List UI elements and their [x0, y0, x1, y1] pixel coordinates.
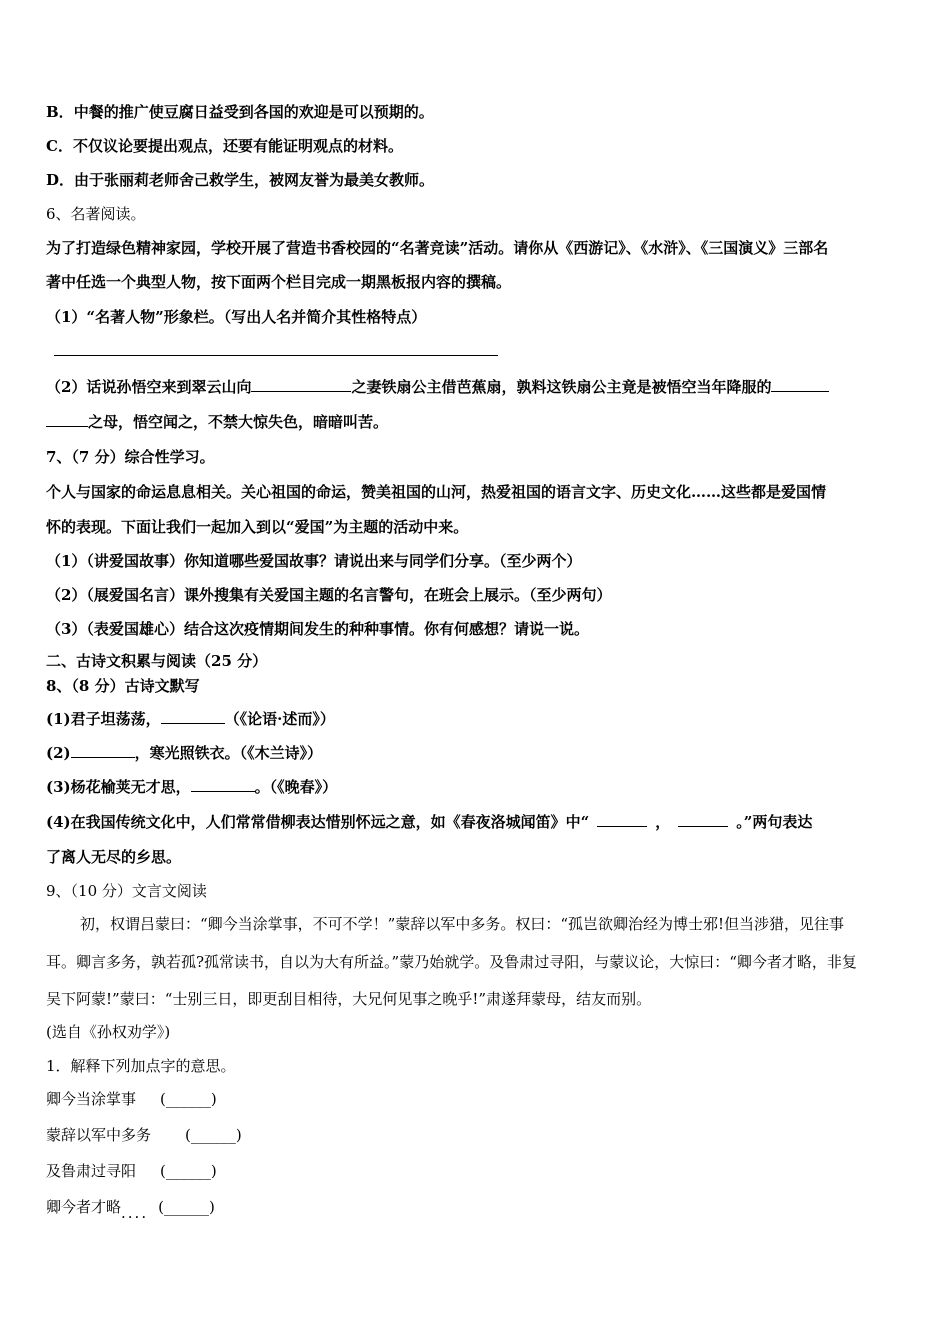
blank[interactable]: [597, 812, 647, 827]
blank[interactable]: [161, 709, 225, 724]
q9-word-3: 及鲁肃过寻阳 (______): [46, 1162, 217, 1180]
emphasis-dots: ....: [121, 1204, 149, 1222]
q9-word-1: 卿今当涂掌事 (______): [46, 1090, 217, 1108]
blank[interactable]: [771, 377, 829, 392]
blank[interactable]: [251, 377, 351, 392]
answer-blank[interactable]: (______): [158, 1198, 215, 1216]
q9-passage-2: 耳。卿言多务，孰若孤?孤常读书，自以为大有所益。”蒙乃始就学。及鲁肃过寻阳，与蒙议论，大惊曰：“卿今者才略，非复: [46, 953, 857, 971]
q7-intro-1: 个人与国家的命运息息相关。关心祖国的命运，赞美祖国的山河，热爱祖国的语言文字、历史文化……这些都是爱国情: [46, 483, 827, 501]
option-c: C．不仅议论要提出观点，还要有能证明观点的材料。: [46, 137, 403, 155]
answer-blank[interactable]: (______): [185, 1126, 242, 1144]
q8-heading: 8、（8 分）古诗文默写: [46, 677, 200, 695]
q9-source: (选自《孙权劝学》): [46, 1023, 171, 1041]
q9-passage-3: 吴下阿蒙!”蒙曰：“士别三日，即更刮目相待，大兄何见事之晚乎!”肃遂拜蒙母，结友而别。: [46, 990, 652, 1008]
answer-line[interactable]: [54, 355, 498, 356]
q8-line-2: (2) ，寒光照铁衣。（《木兰诗》）: [46, 744, 323, 762]
q9-word-4: 卿今者才略.... (______): [46, 1198, 215, 1222]
q7-item-2: （2）（展爱国名言）课外搜集有关爱国主题的名言警句，在班会上展示。（至少两句）: [46, 586, 612, 604]
q6-intro-1: 为了打造绿色精神家园，学校开展了营造书香校园的“名著竞读”活动。请你从《西游记》、《水浒》、《三国演义》三部名: [46, 239, 829, 257]
option-d: D．由于张丽莉老师舍己救学生，被网友誉为最美女教师。: [46, 171, 435, 189]
q8-line-3: (3)杨花榆荚无才思， 。（《晚春》）: [46, 778, 338, 796]
q7-intro-2: 怀的表现。下面让我们一起加入到以“爱国”为主题的活动中来。: [46, 518, 469, 536]
answer-blank[interactable]: (______): [160, 1162, 217, 1180]
q9-passage-1: 初，权谓吕蒙曰：“卿今当涂掌事，不可不学！”蒙辞以军中多务。权曰：“孤岂欲卿治经为博士邪!但当涉猎，见往事: [80, 915, 845, 933]
q9-word-2: 蒙辞以军中多务 (______): [46, 1126, 242, 1144]
q7-heading: 7、（7 分）综合性学习。: [46, 448, 215, 466]
q6-sub2: （2）话说孙悟空来到翠云山向 之妻铁扇公主借芭蕉扇，孰料这铁扇公主竟是被悟空当年降服的: [46, 376, 910, 398]
answer-blank[interactable]: (______): [160, 1090, 217, 1108]
blank[interactable]: [71, 743, 135, 758]
q9-task: 1．解释下列加点字的意思。: [46, 1057, 236, 1075]
q6-sub1: （1）“名著人物”形象栏。（写出人名并简介其性格特点）: [46, 308, 427, 326]
section-2-title: 二、古诗文积累与阅读（25 分）: [46, 652, 268, 670]
q6-sub2-cont: 之母，悟空闻之，不禁大惊失色，暗暗叫苦。: [46, 411, 910, 433]
blank[interactable]: [678, 812, 728, 827]
q7-item-1: （1）（讲爱国故事）你知道哪些爱国故事？请说出来与同学们分享。（至少两个）: [46, 552, 582, 570]
blank[interactable]: [191, 777, 255, 792]
q9-heading: 9、（10 分）文言文阅读: [46, 882, 207, 900]
q6-intro-2: 著中任选一个典型人物，按下面两个栏目完成一期黑板报内容的撰稿。: [46, 273, 512, 291]
q6-heading: 6、名著阅读。: [46, 205, 146, 223]
q8-line-4: (4)在我国传统文化中，人们常常借柳表达惜别怀远之意，如《春夜洛城闻笛》中“ ， 。”两句表达: [46, 813, 813, 831]
q7-item-3: （3）（表爱国雄心）结合这次疫情期间发生的种种事情。你有何感想？请说一说。: [46, 620, 589, 638]
q8-line-1: (1)君子坦荡荡， （《论语·述而》）: [46, 710, 335, 728]
q8-line-5: 了离人无尽的乡思。: [46, 848, 182, 866]
blank[interactable]: [46, 412, 88, 427]
option-b: B．中餐的推广使豆腐日益受到各国的欢迎是可以预期的。: [46, 103, 434, 121]
